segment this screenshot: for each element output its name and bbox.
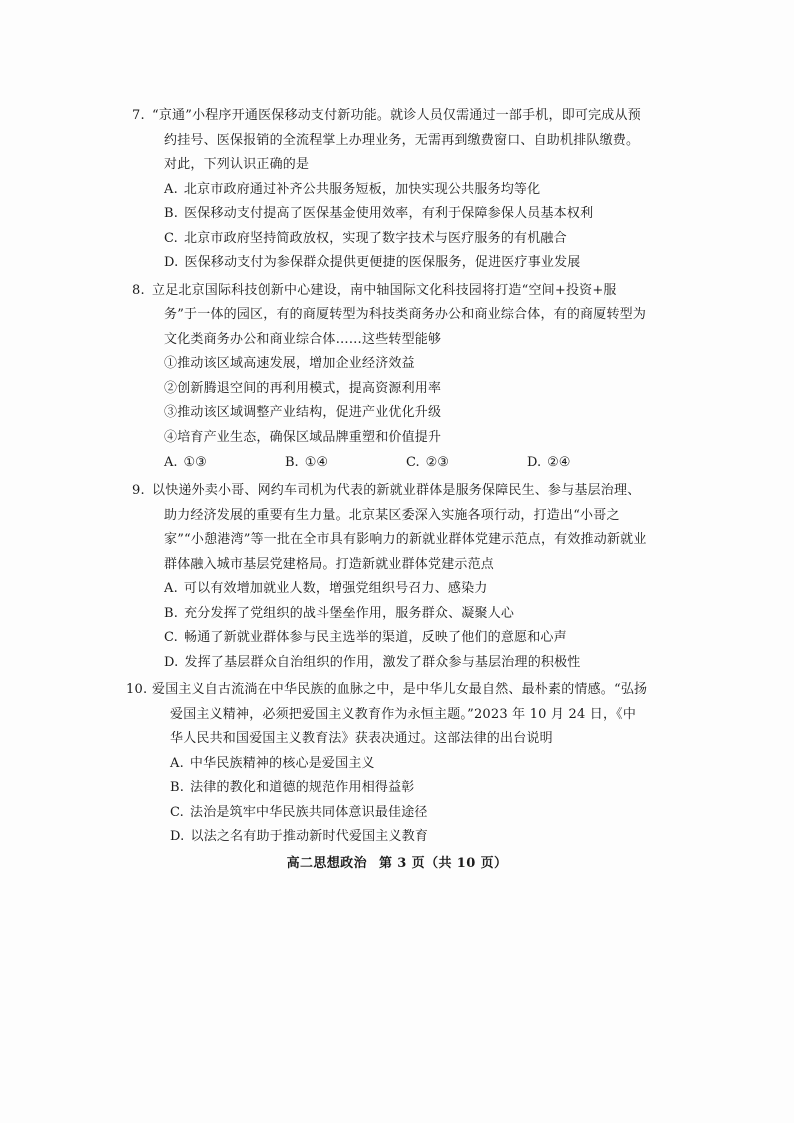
- option-text: ②④: [547, 455, 571, 470]
- statement-2: ②创新腾退空间的再利用模式，提高资源利用率: [164, 380, 442, 396]
- statement-4: ④培育产业生态，确保区域品牌重塑和价值提升: [164, 429, 442, 445]
- question-9: [132, 479, 648, 675]
- option-c: [148, 227, 648, 252]
- option-letter: C.: [406, 455, 420, 470]
- option-letter: C.: [164, 230, 179, 246]
- option-text: 畅通了新就业群体参与民主选举的渠道，反映了他们的意愿和心声: [184, 630, 567, 645]
- option-letter: A.: [164, 455, 178, 470]
- question-text: “京通”小程序开通医保移动支付新功能。就诊人员仅需通过一部手机，即可完成从预约挂号、医保报销的全流程掌上办理业务，无需再到缴费窗口、自助机排队缴费。对此，下列认识正确的是: [152, 108, 641, 172]
- option-letter: B.: [285, 455, 299, 470]
- option-letter: A.: [164, 181, 178, 197]
- footer-subject: 高二思想政治: [286, 856, 367, 871]
- option-b: [148, 202, 648, 227]
- option-text: 北京市政府坚持简政放权，实现了数字技术与医疗服务的有机融合: [184, 230, 567, 246]
- option-text: 可以有效增加就业人数，增强党组织号召力、感染力: [183, 581, 488, 596]
- option-d: [148, 251, 648, 276]
- option-c: [148, 626, 648, 651]
- option-text: ②③: [425, 455, 449, 470]
- option-text: 法治是筑牢中华民族共同体意识最佳途径: [190, 804, 428, 820]
- option-letter: B.: [164, 605, 179, 621]
- option-letter: A.: [170, 755, 184, 771]
- option-text: 北京市政府通过补齐公共服务短板，加快实现公共服务均等化: [183, 181, 541, 197]
- option-text: 中华民族精神的核心是爱国主义: [189, 755, 375, 771]
- question-stem: 9. 以快递外卖小哥、网约车司机为代表的新就业群体是服务保障民生、参与基层治理、助力经济发展的重要有生力量。北京某区委深入实施各项行动，打造出“小哥之家”“小憩港湾”等一批在全市具有影响力的新就业群体党建示范点，有效推动新就业群体融入城市基层党建格局。打造新就业群体党建示范点: [132, 483, 647, 572]
- option-letter: B.: [164, 206, 179, 221]
- option-letter: D.: [164, 255, 179, 270]
- option-a: [148, 178, 648, 203]
- question-stem: 8. 立足北京国际科技创新中心建设，南中轴国际文化科技园将打造“空间+投资+服务”于一体的园区，有的商厦转型为科技类商务办公和商业综合体，有的商厦转型为文化类商务办公和商业综合体……这些转型能够: [132, 282, 647, 347]
- option-text: 医保移动支付为参保群众提供更便捷的医保服务，促进医疗事业发展: [184, 255, 581, 270]
- option-letter: D.: [170, 829, 185, 844]
- option-row: [148, 450, 648, 476]
- question-stem: 7. “京通”小程序开通医保移动支付新功能。就诊人员仅需通过一部手机，即可完成从预约挂号、医保报销的全流程掌上办理业务，无需再到缴费窗口、自助机排队缴费。对此，下列认识正确的是: [132, 108, 641, 172]
- option-c: [406, 450, 527, 476]
- option-a: [164, 450, 285, 476]
- option-letter: C.: [164, 630, 179, 645]
- option-letter: D.: [164, 654, 179, 670]
- option-text: ①④: [304, 455, 328, 470]
- option-letter: C.: [170, 804, 185, 820]
- question-7: [132, 104, 648, 276]
- option-d: [148, 825, 648, 850]
- option-c: [148, 801, 648, 826]
- question-text: 爱国主义自古流淌在中华民族的血脉之中，是中华儿女最自然、最朴素的情感。“弘扬爱国主义精神，必须把爱国主义教育作为永恒主题。”2023 年 10 月 24 日，《中华人民共和国爱国主义教育法》获表决通过。这部法律的出台说明: [152, 682, 648, 746]
- option-text: 充分发挥了党组织的战斗堡垒作用，服务群众、凝聚人心: [184, 605, 515, 621]
- question-10: [126, 678, 648, 850]
- option-b: [148, 776, 648, 801]
- statement-3: ③推动该区域调整产业结构，促进产业优化升级: [164, 405, 442, 420]
- option-b: [285, 450, 406, 476]
- option-text: 以法之名有助于推动新时代爱国主义教育: [190, 829, 429, 844]
- option-text: 发挥了基层群众自治组织的作用，激发了群众参与基层治理的积极性: [184, 654, 581, 670]
- question-stem: 10. 爱国主义自古流淌在中华民族的血脉之中，是中华儿女最自然、最朴素的情感。“弘扬爱国主义精神，必须把爱国主义教育作为永恒主题。”2023 年 10 月 24 日，《中华人民共和国爱国主义教育法》获表决通过。这部法律的出台说明: [126, 682, 648, 746]
- question-8: [132, 279, 648, 477]
- option-a: [148, 752, 648, 777]
- option-text: 法律的教化和道德的规范作用相得益彰: [190, 780, 415, 795]
- statement-1: ①推动该区域高速发展，增加企业经济效益: [164, 356, 415, 371]
- question-list: [126, 104, 648, 850]
- page-footer: [0, 852, 794, 871]
- option-a: [148, 577, 648, 602]
- option-text: ①③: [183, 455, 207, 470]
- option-d: [148, 651, 648, 676]
- footer-page-number: 第 3 页（共 10 页）: [378, 856, 508, 871]
- option-d: [527, 450, 648, 476]
- option-text: 医保移动支付提高了医保基金使用效率，有利于保障参保人员基本权利: [184, 206, 594, 221]
- question-text: 立足北京国际科技创新中心建设，南中轴国际文化科技园将打造“空间+投资+服务”于一体的园区，有的商厦转型为科技类商务办公和商业综合体，有的商厦转型为文化类商务办公和商业综合体……这些转型能够: [152, 282, 647, 347]
- question-text: 以快递外卖小哥、网约车司机为代表的新就业群体是服务保障民生、参与基层治理、助力经济发展的重要有生力量。北京某区委深入实施各项行动，打造出“小哥之家”“小憩港湾”等一批在全市具有影响力的新就业群体党建示范点，有效推动新就业群体融入城市基层党建格局。打造新就业群体党建示范点: [152, 483, 647, 572]
- option-letter: D.: [527, 455, 542, 470]
- option-letter: A.: [164, 581, 178, 596]
- option-b: [148, 602, 648, 627]
- option-letter: B.: [170, 780, 185, 795]
